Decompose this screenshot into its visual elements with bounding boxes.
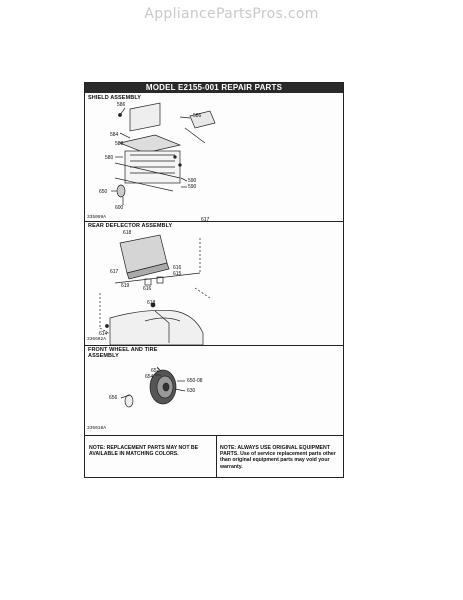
part-label: 654 bbox=[145, 374, 154, 380]
note-original-equipment: NOTE: ALWAYS USE ORIGINAL EQUIPMENT PARTS. Use of service replacement parts other than original equipment parts may void your warranty. bbox=[220, 445, 336, 470]
wheel-section-title-line1: FRONT WHEEL AND TIRE bbox=[88, 347, 158, 353]
part-label: 616 bbox=[173, 265, 182, 271]
part-label: 617 bbox=[201, 217, 210, 223]
part-label: 580 bbox=[115, 141, 124, 147]
part-label: 650 bbox=[99, 189, 108, 195]
wheel-assembly-diagram bbox=[85, 83, 343, 433]
part-label: 590 bbox=[188, 184, 197, 190]
part-label: 614 bbox=[99, 331, 108, 337]
notes-divider bbox=[216, 435, 217, 477]
part-label: 615 bbox=[173, 271, 182, 277]
part-label: 586 bbox=[193, 113, 202, 119]
sheet-banner: MODEL E2155-001 REPAIR PARTS bbox=[85, 83, 343, 93]
part-label: 618 bbox=[123, 230, 132, 236]
part-label: 590 bbox=[188, 178, 197, 184]
shield-diagram-code: 335099A bbox=[87, 215, 106, 220]
note-matching-colors: NOTE: REPLACEMENT PARTS MAY NOT BE AVAILABLE IN MATCHING COLORS. bbox=[89, 445, 199, 458]
part-label: 586 bbox=[117, 102, 126, 108]
deflector-section-title: REAR DEFLECTOR ASSEMBLY bbox=[88, 223, 173, 229]
part-label: 584 bbox=[110, 132, 119, 138]
part-label: 650-08 bbox=[187, 378, 203, 384]
wheel-section-title-line2: ASSEMBLY bbox=[88, 353, 119, 359]
part-label: 580 bbox=[105, 155, 114, 161]
part-label: 656 bbox=[109, 395, 118, 401]
part-label: 616 bbox=[143, 286, 152, 292]
deflector-diagram-code: 336602A bbox=[87, 337, 106, 342]
part-label: 600 bbox=[115, 205, 124, 211]
part-label: 619 bbox=[121, 283, 130, 289]
watermark: AppliancePartsPros.com bbox=[144, 6, 319, 22]
part-label: 630 bbox=[187, 388, 196, 394]
part-label: 617 bbox=[110, 269, 119, 275]
part-label: 618 bbox=[147, 300, 156, 306]
wheel-diagram-code: 335010A bbox=[87, 426, 106, 431]
shield-section-title: SHIELD ASSEMBLY bbox=[88, 95, 142, 101]
repair-parts-sheet bbox=[84, 82, 344, 478]
part-label: 652 bbox=[151, 368, 160, 374]
section-divider bbox=[85, 435, 343, 436]
